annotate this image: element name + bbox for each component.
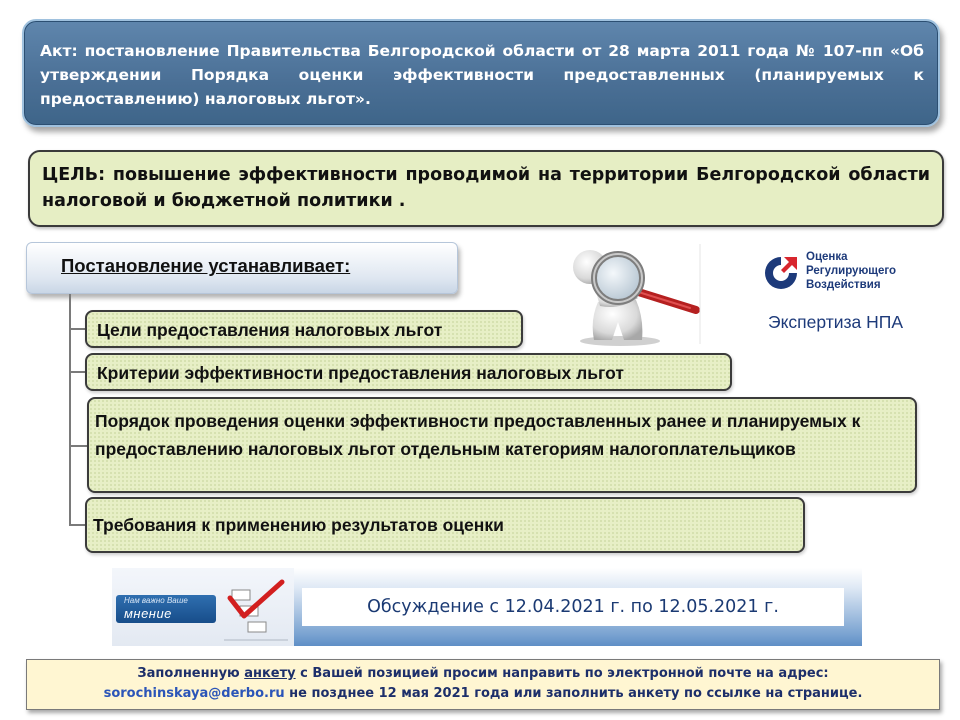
orv-logo-icon <box>762 254 800 292</box>
magnifier-figure-image <box>560 240 705 347</box>
connector-branch <box>69 445 87 447</box>
decree-item-text: Цели предоставления налоговых льгот <box>97 320 443 340</box>
npa-expertise-label: Экспертиза НПА <box>768 312 904 332</box>
opinion-tag-big: мнение <box>124 606 172 621</box>
goal-box <box>28 150 944 227</box>
act-text: Акт: постановление Правительства Белгородской области от 28 марта 2011 года № 107-пп «Об утверждении Порядка оценки эффективности предоставленных (планируемых к предоставлению) налоговых льгот». <box>40 42 924 108</box>
decree-item <box>85 497 805 553</box>
decree-item <box>85 310 523 348</box>
email-link[interactable]: sorochinskaya@derbo.ru <box>103 686 285 701</box>
decree-item-text: Требования к применению результатов оценки <box>93 515 504 535</box>
footer-line-2 <box>27 684 939 704</box>
decree-item <box>85 353 732 391</box>
questionnaire-link[interactable]: анкету <box>244 666 296 681</box>
footer-text: не позднее 12 мая 2021 года или заполнить анкету по ссылке на странице. <box>284 686 863 701</box>
goal-text: ЦЕЛЬ: повышение эффективности проводимой на территории Белгородской области налоговой и бюджетной политики . <box>42 165 930 211</box>
footer-line-1 <box>27 664 939 684</box>
orv-logo <box>762 250 942 296</box>
discussion-period: Обсуждение с 12.04.2021 г. по 12.05.2021 г. <box>302 588 844 626</box>
person-magnifier-icon <box>560 240 705 347</box>
orv-line1: Оценка <box>806 251 848 263</box>
opinion-tag <box>116 595 216 623</box>
decree-heading-box <box>26 242 458 294</box>
decree-heading: Постановление устанавливает: <box>61 255 351 276</box>
connector-branch <box>69 328 85 330</box>
footer-text: Заполненную <box>137 666 245 681</box>
footer-text: с Вашей позицией просим направить по электронной почте на адрес: <box>295 666 829 681</box>
orv-logo-text <box>806 250 896 292</box>
decree-item-text: Порядок проведения оценки эффективности предоставленных ранее и планируемых к предоставлению налоговых льгот отдельным категориям налогоплательщиков <box>95 411 861 459</box>
decree-item-text: Критерии эффективности предоставления налоговых льгот <box>97 363 624 383</box>
footer-notice <box>26 659 940 710</box>
decree-item <box>87 397 917 493</box>
orv-line2: Регулирующего <box>806 265 897 277</box>
connector-branch <box>69 371 85 373</box>
orv-line3: Воздействия <box>806 279 881 291</box>
opinion-tag-small: Нам важно Ваше <box>124 596 188 605</box>
act-box <box>22 19 940 127</box>
